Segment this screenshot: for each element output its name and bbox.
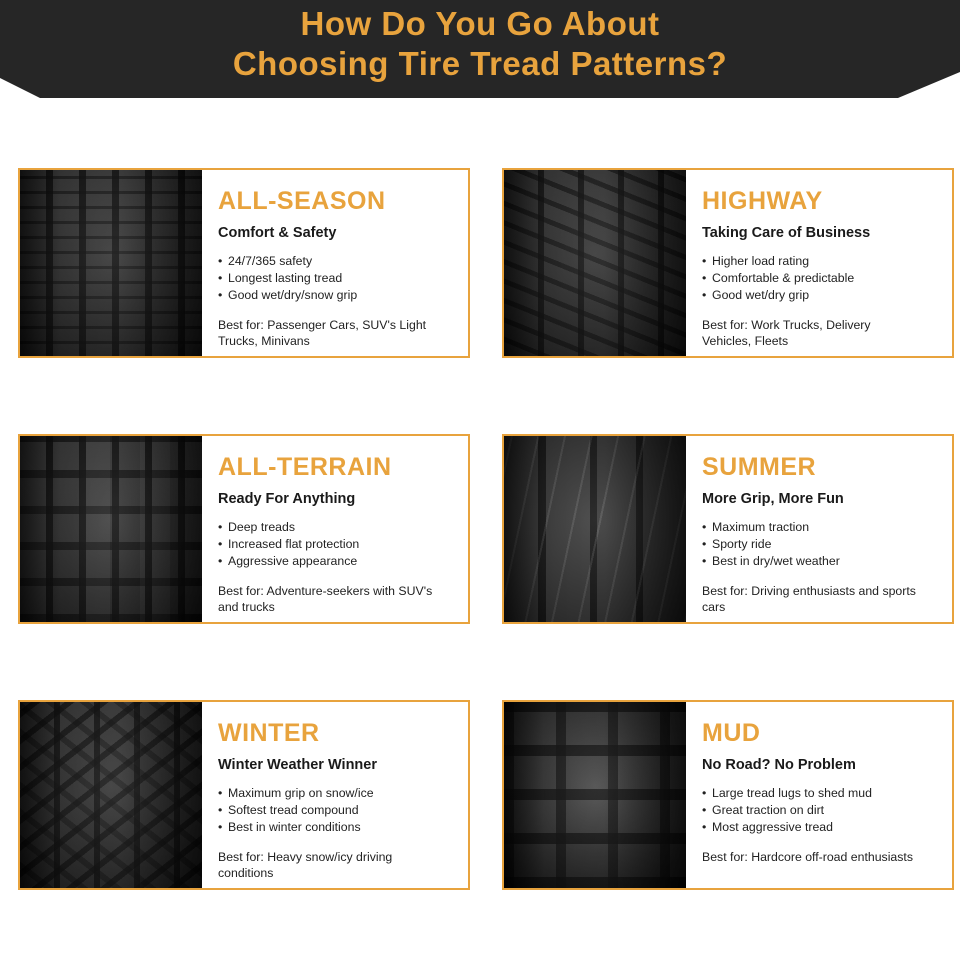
all-terrain-tread-image: [20, 436, 202, 622]
card-title: ALL-SEASON: [218, 187, 386, 215]
tread-type-grid: [18, 168, 956, 890]
card-mud: [502, 700, 954, 890]
list-item: • Sporty ride: [702, 536, 938, 553]
list-item: • Aggressive appearance: [218, 553, 454, 570]
card-subtitle: More Grip, More Fun: [702, 491, 844, 507]
feature-list: [702, 785, 938, 836]
list-item: • Large tread lugs to shed mud: [702, 785, 938, 802]
card-subtitle: Comfort & Safety: [218, 225, 337, 241]
card-body: [202, 170, 468, 356]
card-body: [202, 436, 468, 622]
list-item: • Best in dry/wet weather: [702, 553, 938, 570]
list-item: • Softest tread compound: [218, 802, 454, 819]
feature-list: [218, 519, 454, 570]
card-winter: [18, 700, 470, 890]
tread-vignette: [20, 170, 202, 356]
card-summer: [502, 434, 954, 624]
list-item: • Maximum traction: [702, 519, 938, 536]
tread-vignette: [504, 170, 686, 356]
best-for-text: Best for: Driving enthusiasts and sports cars: [702, 584, 916, 614]
best-for-text: Best for: Adventure-seekers with SUV's and trucks: [218, 584, 433, 614]
card-title: HIGHWAY: [702, 187, 823, 215]
list-item: • Deep treads: [218, 519, 454, 536]
card-body: [686, 702, 952, 888]
card-subtitle: Ready For Anything: [218, 491, 356, 507]
card-highway: [502, 168, 954, 358]
winter-tread-image: [20, 702, 202, 888]
card-all-terrain: [18, 434, 470, 624]
tread-vignette: [504, 436, 686, 622]
highway-tread-image: [504, 170, 686, 356]
card-subtitle: No Road? No Problem: [702, 757, 856, 773]
feature-list: [218, 253, 454, 304]
list-item: • Good wet/dry/snow grip: [218, 287, 454, 304]
card-body: [202, 702, 468, 888]
page-title: [0, 4, 960, 84]
best-for-text: Best for: Work Trucks, Delivery Vehicles, Fleets: [702, 318, 871, 348]
tread-vignette: [20, 702, 202, 888]
card-subtitle: Taking Care of Business: [702, 225, 871, 241]
list-item: • Good wet/dry grip: [702, 287, 938, 304]
card-title: SUMMER: [702, 453, 817, 481]
best-for-text: Best for: Hardcore off-road enthusiasts: [702, 850, 913, 864]
best-for-text: Best for: Heavy snow/icy driving conditions: [218, 850, 393, 880]
best-for-text: Best for: Passenger Cars, SUV's Light Trucks, Minivans: [218, 318, 427, 348]
list-item: • 24/7/365 safety: [218, 253, 454, 270]
list-item: • Longest lasting tread: [218, 270, 454, 287]
card-all-season: [18, 168, 470, 358]
feature-list: [702, 519, 938, 570]
card-title: WINTER: [218, 719, 320, 747]
list-item: • Most aggressive tread: [702, 819, 938, 836]
mud-tread-image: [504, 702, 686, 888]
list-item: • Comfortable & predictable: [702, 270, 938, 287]
card-title: ALL-TERRAIN: [218, 453, 392, 481]
header-banner: [0, 0, 960, 100]
card-body: [686, 436, 952, 622]
card-title: MUD: [702, 719, 761, 747]
list-item: • Higher load rating: [702, 253, 938, 270]
feature-list: [218, 785, 454, 836]
card-subtitle: Winter Weather Winner: [218, 757, 377, 773]
list-item: • Maximum grip on snow/ice: [218, 785, 454, 802]
page-title-line-1: How Do You Go About: [300, 5, 660, 42]
tread-vignette: [20, 436, 202, 622]
list-item: • Best in winter conditions: [218, 819, 454, 836]
tread-vignette: [504, 702, 686, 888]
all-season-tread-image: [20, 170, 202, 356]
card-body: [686, 170, 952, 356]
summer-tread-image: [504, 436, 686, 622]
feature-list: [702, 253, 938, 304]
list-item: • Increased flat protection: [218, 536, 454, 553]
page-title-line-2: Choosing Tire Tread Patterns?: [232, 45, 728, 82]
list-item: • Great traction on dirt: [702, 802, 938, 819]
